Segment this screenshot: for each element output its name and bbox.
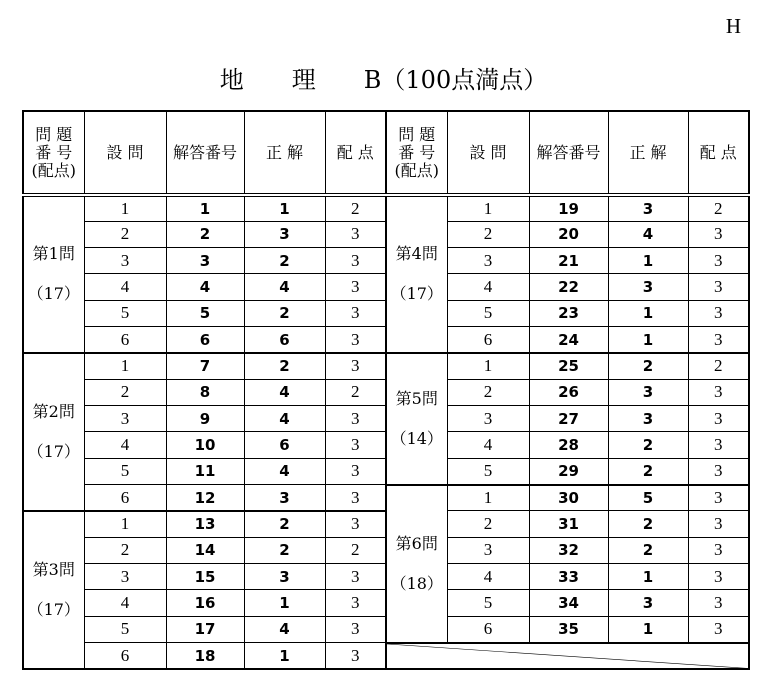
correct-answer: 4 [244, 406, 325, 432]
correct-answer: 4 [608, 221, 688, 247]
table-row [23, 195, 749, 221]
header-section-line: 問 題 [35, 124, 73, 144]
answer-table [22, 110, 750, 670]
answer-number: 7 [166, 353, 244, 379]
question-number: 4 [447, 432, 529, 458]
question-number: 3 [447, 537, 529, 563]
answer-number: 6 [166, 327, 244, 353]
diagonal-line [387, 644, 748, 668]
section-label-cell [386, 353, 447, 485]
points-value: 3 [325, 458, 386, 484]
section-label-cell [23, 353, 84, 511]
points-value: 3 [688, 564, 749, 590]
question-number: 1 [84, 511, 166, 537]
section-label: 第4問 [395, 244, 438, 264]
header-section [23, 111, 84, 195]
points-value: 2 [688, 195, 749, 221]
correct-answer: 6 [244, 432, 325, 458]
points-value: 3 [325, 353, 386, 379]
correct-answer: 1 [608, 248, 688, 274]
correct-answer: 3 [244, 485, 325, 511]
question-number: 3 [84, 406, 166, 432]
section-label: 第3問 [32, 559, 75, 579]
section-points: （14） [390, 428, 443, 448]
section-label-cell [23, 511, 84, 669]
header-row [23, 111, 749, 195]
header-points: 配 点 [688, 111, 749, 195]
question-number: 1 [447, 485, 529, 511]
question-number: 6 [84, 327, 166, 353]
answer-number: 21 [529, 248, 608, 274]
points-value: 3 [325, 485, 386, 511]
correct-answer: 4 [244, 274, 325, 300]
answer-number: 8 [166, 379, 244, 405]
header-section-line: (配点) [31, 160, 76, 180]
question-number: 5 [447, 300, 529, 326]
section-points: （17） [27, 441, 80, 461]
points-value: 3 [688, 327, 749, 353]
answer-number: 27 [529, 406, 608, 432]
points-value: 3 [325, 327, 386, 353]
correct-answer: 1 [608, 564, 688, 590]
points-value: 3 [688, 379, 749, 405]
answer-number: 35 [529, 616, 608, 642]
correct-answer: 2 [608, 511, 688, 537]
correct-answer: 2 [244, 300, 325, 326]
points-value: 2 [325, 379, 386, 405]
correct-answer: 3 [608, 379, 688, 405]
points-value: 3 [688, 537, 749, 563]
header-section-line: 番 号 [35, 142, 73, 162]
correct-answer: 1 [244, 195, 325, 221]
header-points: 配 点 [325, 111, 386, 195]
correct-answer: 4 [244, 379, 325, 405]
header-answer-number: 解答番号 [166, 111, 244, 195]
points-value: 3 [325, 643, 386, 669]
answer-number: 34 [529, 590, 608, 616]
question-number: 2 [84, 537, 166, 563]
question-number: 2 [447, 221, 529, 247]
header-section-line: 問 題 [398, 124, 436, 144]
answer-number: 3 [166, 248, 244, 274]
correct-answer: 2 [244, 248, 325, 274]
answer-number: 22 [529, 274, 608, 300]
answer-number: 30 [529, 485, 608, 511]
correct-answer: 4 [244, 458, 325, 484]
answer-number: 25 [529, 353, 608, 379]
question-number: 4 [447, 564, 529, 590]
question-number: 5 [84, 458, 166, 484]
question-number: 6 [84, 485, 166, 511]
question-number: 3 [447, 248, 529, 274]
section-points: （18） [390, 573, 443, 593]
section-label: 第2問 [32, 401, 75, 421]
table-row [23, 485, 749, 511]
question-number: 6 [447, 616, 529, 642]
correct-answer: 1 [608, 327, 688, 353]
header-question: 設 問 [447, 111, 529, 195]
header-answer-number: 解答番号 [529, 111, 608, 195]
answer-number: 1 [166, 195, 244, 221]
section-label-cell [386, 485, 447, 643]
answer-number: 18 [166, 643, 244, 669]
points-value: 2 [688, 353, 749, 379]
answer-number: 12 [166, 485, 244, 511]
points-value: 3 [325, 274, 386, 300]
points-value: 3 [325, 564, 386, 590]
points-value: 3 [325, 511, 386, 537]
section-label: 第5問 [395, 388, 438, 408]
question-number: 3 [84, 248, 166, 274]
points-value: 3 [325, 248, 386, 274]
answer-number: 5 [166, 300, 244, 326]
question-number: 2 [84, 221, 166, 247]
section-points: （17） [27, 599, 80, 619]
question-number: 6 [84, 643, 166, 669]
section-points: （17） [27, 284, 80, 304]
points-value: 3 [688, 274, 749, 300]
answer-number: 26 [529, 379, 608, 405]
points-value: 3 [688, 511, 749, 537]
answer-number: 13 [166, 511, 244, 537]
question-number: 1 [447, 195, 529, 221]
answer-number: 20 [529, 221, 608, 247]
table-row [23, 643, 749, 669]
correct-answer: 2 [244, 353, 325, 379]
correct-answer: 1 [608, 300, 688, 326]
header-section-line: (配点) [394, 160, 439, 180]
table-row [23, 353, 749, 379]
answer-number: 17 [166, 616, 244, 642]
question-number: 3 [447, 406, 529, 432]
points-value: 3 [688, 300, 749, 326]
answer-number: 14 [166, 537, 244, 563]
points-value: 3 [325, 590, 386, 616]
answer-number: 11 [166, 458, 244, 484]
header-correct: 正 解 [608, 111, 688, 195]
points-value: 3 [325, 432, 386, 458]
points-value: 3 [325, 616, 386, 642]
answer-number: 16 [166, 590, 244, 616]
page-id: H [725, 14, 741, 38]
correct-answer: 3 [608, 195, 688, 221]
answer-number: 15 [166, 564, 244, 590]
question-number: 2 [84, 379, 166, 405]
question-number: 4 [84, 590, 166, 616]
answer-number: 29 [529, 458, 608, 484]
points-value: 3 [688, 616, 749, 642]
points-value: 3 [325, 406, 386, 432]
answer-number: 4 [166, 274, 244, 300]
points-value: 3 [688, 590, 749, 616]
question-number: 1 [447, 353, 529, 379]
answer-number: 2 [166, 221, 244, 247]
answer-number: 9 [166, 406, 244, 432]
section-label: 第1問 [32, 244, 75, 264]
correct-answer: 2 [608, 432, 688, 458]
points-value: 3 [688, 485, 749, 511]
header-question: 設 問 [84, 111, 166, 195]
correct-answer: 1 [608, 616, 688, 642]
answer-number: 33 [529, 564, 608, 590]
answer-number: 28 [529, 432, 608, 458]
correct-answer: 3 [608, 274, 688, 300]
blank-cell [386, 643, 749, 669]
section-points: （17） [390, 284, 443, 304]
header-section [386, 111, 447, 195]
points-value: 3 [688, 248, 749, 274]
correct-answer: 3 [608, 406, 688, 432]
answer-table-body [23, 195, 749, 669]
points-value: 3 [688, 432, 749, 458]
correct-answer: 1 [244, 590, 325, 616]
correct-answer: 2 [608, 353, 688, 379]
correct-answer: 3 [244, 221, 325, 247]
points-value: 2 [325, 537, 386, 563]
correct-answer: 6 [244, 327, 325, 353]
correct-answer: 5 [608, 485, 688, 511]
page-title: 地 理 B（100点満点） [219, 66, 548, 94]
correct-answer: 3 [608, 590, 688, 616]
section-label-cell [386, 195, 447, 353]
points-value: 2 [325, 195, 386, 221]
header-correct: 正 解 [244, 111, 325, 195]
question-number: 2 [447, 379, 529, 405]
question-number: 5 [84, 300, 166, 326]
question-number: 4 [84, 274, 166, 300]
question-number: 5 [447, 590, 529, 616]
points-value: 3 [688, 458, 749, 484]
answer-number: 10 [166, 432, 244, 458]
question-number: 1 [84, 195, 166, 221]
question-number: 2 [447, 511, 529, 537]
question-number: 5 [447, 458, 529, 484]
question-number: 3 [84, 564, 166, 590]
answer-number: 32 [529, 537, 608, 563]
answer-number: 23 [529, 300, 608, 326]
correct-answer: 2 [608, 458, 688, 484]
answer-number: 24 [529, 327, 608, 353]
question-number: 6 [447, 327, 529, 353]
answer-number: 31 [529, 511, 608, 537]
header-section-line: 番 号 [398, 142, 436, 162]
correct-answer: 1 [244, 643, 325, 669]
correct-answer: 3 [244, 564, 325, 590]
points-value: 3 [688, 406, 749, 432]
correct-answer: 2 [244, 511, 325, 537]
correct-answer: 2 [244, 537, 325, 563]
question-number: 5 [84, 616, 166, 642]
points-value: 3 [688, 221, 749, 247]
section-label: 第6問 [395, 533, 438, 553]
question-number: 4 [447, 274, 529, 300]
question-number: 4 [84, 432, 166, 458]
answer-number: 19 [529, 195, 608, 221]
correct-answer: 4 [244, 616, 325, 642]
points-value: 3 [325, 300, 386, 326]
correct-answer: 2 [608, 537, 688, 563]
question-number: 1 [84, 353, 166, 379]
section-label-cell [23, 195, 84, 353]
points-value: 3 [325, 221, 386, 247]
